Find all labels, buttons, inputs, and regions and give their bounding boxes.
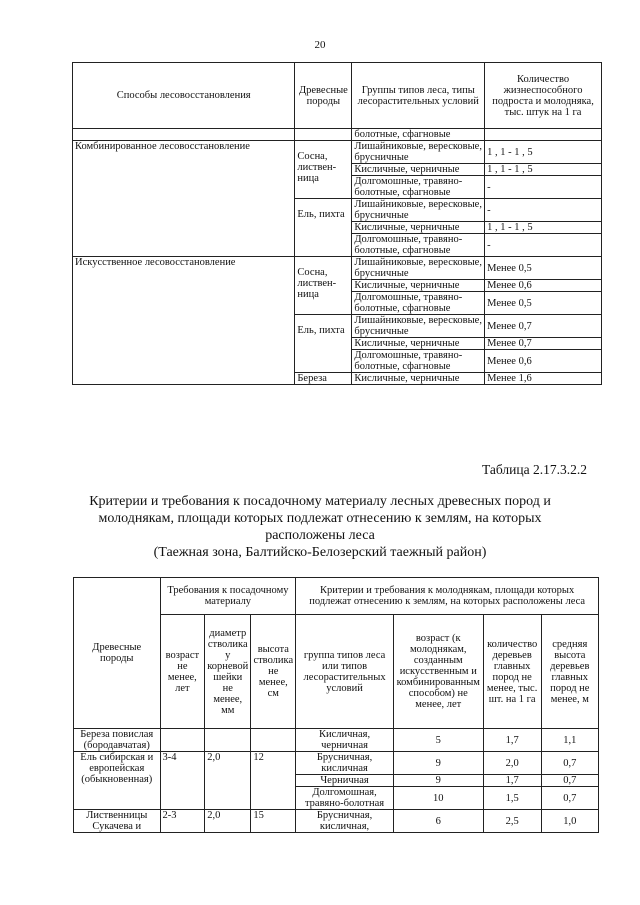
table-caption: Таблица 2.17.3.2.2 <box>482 462 587 477</box>
t2-age-cell: 2-3 <box>160 810 205 833</box>
t2-height-cell: 12 <box>251 752 296 810</box>
title-line-4: (Таежная зона, Балтийско-Белозерский таежный район) <box>153 545 487 560</box>
t2-count-cell: 1,7 <box>483 729 541 752</box>
quantity-cell: - <box>485 176 602 199</box>
forest-type-cell: Кисличные, черничные <box>352 338 485 350</box>
t2-height-cell <box>251 729 296 752</box>
t2-forest-type-cell: Брусничная, кисличная, <box>296 810 394 833</box>
quantity-cell: - <box>485 234 602 257</box>
t2-count-cell: 1,7 <box>483 775 541 787</box>
t2-count-cell: 2,5 <box>483 810 541 833</box>
t2-age-cell <box>160 729 205 752</box>
table-row <box>74 810 599 833</box>
t2-forest-type-cell: Черничная <box>296 775 394 787</box>
quantity-cell: Менее 0,5 <box>485 257 602 280</box>
forest-type-cell: Кисличные, черничные <box>352 373 485 385</box>
species-cell: Береза <box>295 373 352 385</box>
forest-type-cell: Долгомошные, травяно-болотные, сфагновые <box>352 234 485 257</box>
t2-young-age-cell: 9 <box>393 775 483 787</box>
t2-sub-young-age: возраст (к молоднякам, созданным искусственным и комбинированным способом) не менее, лет <box>393 615 483 729</box>
table-title <box>60 493 580 561</box>
t2-sub-diameter: диаметр стволика у корневой шейки не менее, мм <box>205 615 251 729</box>
method-cell: Комбинированное лесовосстановление <box>73 141 295 257</box>
t2-young-age-cell: 9 <box>393 752 483 775</box>
quantity-cell: 1 , 1 - 1 , 5 <box>485 141 602 164</box>
title-line-2: молоднякам, площади которых подлежат отнесению к землям, на которых <box>98 511 542 526</box>
empty-cell <box>485 129 602 141</box>
criteria-table <box>73 577 599 833</box>
t2-height-cell: 15 <box>251 810 296 833</box>
quantity-cell: Менее 0,7 <box>485 338 602 350</box>
header-quantity: Количество жизнеспособного подроста и молодняка, тыс. штук на 1 га <box>485 63 602 129</box>
t2-species-cell: Береза повислая (бородавчатая) <box>74 729 161 752</box>
t2-mean-height-cell: 1,0 <box>541 810 598 833</box>
quantity-cell: Менее 0,5 <box>485 292 602 315</box>
title-line-3: расположены леса <box>265 528 375 543</box>
empty-cell <box>295 129 352 141</box>
forest-type-cell: болотные, сфагновые <box>352 129 485 141</box>
method-cell: Искусственное лесовосстановление <box>73 257 295 385</box>
t2-count-cell: 1,5 <box>483 787 541 810</box>
header-species: Древесные породы <box>295 63 352 129</box>
t2-mean-height-cell: 0,7 <box>541 752 598 775</box>
t2-sub-height: высота стволика не менее, см <box>251 615 296 729</box>
forest-type-cell: Лишайниковые, вересковые, брусничные <box>352 141 485 164</box>
forest-type-cell: Лишайниковые, вересковые, брусничные <box>352 257 485 280</box>
t2-sub-count: количество деревьев главных пород не менее, тыс. шт. на 1 га <box>483 615 541 729</box>
t2-young-age-cell: 5 <box>393 729 483 752</box>
header-method: Способы лесовосстановления <box>73 63 295 129</box>
quantity-cell: Менее 0,7 <box>485 315 602 338</box>
t2-diameter-cell <box>205 729 251 752</box>
t2-mean-height-cell: 0,7 <box>541 775 598 787</box>
title-line-1: Критерии и требования к посадочному материалу лесных древесных пород и <box>89 494 551 509</box>
forest-type-cell: Лишайниковые, вересковые, брусничные <box>352 199 485 222</box>
species-cell: Ель, пихта <box>295 199 352 257</box>
quantity-cell: Менее 0,6 <box>485 350 602 373</box>
t2-header-species: Древесные породы <box>74 578 161 729</box>
forest-type-cell: Кисличные, черничные <box>352 280 485 292</box>
t2-header-criteria: Критерии и требования к молоднякам, площади которых подлежат отнесению к землям, на которых расположены леса <box>296 578 599 615</box>
t2-diameter-cell: 2,0 <box>205 810 251 833</box>
t2-young-age-cell: 6 <box>393 810 483 833</box>
species-cell: Ель, пихта <box>295 315 352 373</box>
forest-type-cell: Долгомошные, травяно-болотные, сфагновые <box>352 350 485 373</box>
table-row <box>73 257 602 280</box>
t2-sub-forest-type: группа типов леса или типов лесорастительных условий <box>296 615 394 729</box>
forest-type-cell: Лишайниковые, вересковые, брусничные <box>352 315 485 338</box>
forest-type-cell: Кисличные, черничные <box>352 164 485 176</box>
table-row <box>74 752 599 775</box>
empty-cell <box>73 129 295 141</box>
t2-age-cell: 3-4 <box>160 752 205 810</box>
quantity-cell: Менее 0,6 <box>485 280 602 292</box>
species-cell: Сосна, листвен-ница <box>295 257 352 315</box>
t2-header-requirements: Требования к посадочному материалу <box>160 578 296 615</box>
t2-mean-height-cell: 0,7 <box>541 787 598 810</box>
t2-forest-type-cell: Кисличная, черничная <box>296 729 394 752</box>
page-number: 20 <box>314 39 326 51</box>
forest-type-cell: Долгомошные, травяно-болотные, сфагновые <box>352 292 485 315</box>
table-row <box>73 141 602 164</box>
t2-species-cell: Лиственницы Сукачева и <box>74 810 161 833</box>
quantity-cell: Менее 1,6 <box>485 373 602 385</box>
t2-forest-type-cell: Долгомошная, травяно-болотная <box>296 787 394 810</box>
t2-species-cell: Ель сибирская и европейская (обыкновенная) <box>74 752 161 810</box>
quantity-cell: 1 , 1 - 1 , 5 <box>485 164 602 176</box>
t2-mean-height-cell: 1,1 <box>541 729 598 752</box>
table-row <box>73 129 602 141</box>
header-forest-type: Группы типов леса, типы лесорастительных условий <box>352 63 485 129</box>
table-row <box>74 729 599 752</box>
t2-count-cell: 2,0 <box>483 752 541 775</box>
forest-type-cell: Кисличные, черничные <box>352 222 485 234</box>
t2-young-age-cell: 10 <box>393 787 483 810</box>
t2-sub-age: возраст не менее, лет <box>160 615 205 729</box>
t2-diameter-cell: 2,0 <box>205 752 251 810</box>
t2-sub-mean-height: средняя высота деревьев главных пород не менее, м <box>541 615 598 729</box>
t2-forest-type-cell: Брусничная, кисличная <box>296 752 394 775</box>
species-cell: Сосна, листвен-ница <box>295 141 352 199</box>
restoration-table <box>72 62 602 385</box>
quantity-cell: - <box>485 199 602 222</box>
quantity-cell: 1 , 1 - 1 , 5 <box>485 222 602 234</box>
forest-type-cell: Долгомошные, травяно-болотные, сфагновые <box>352 176 485 199</box>
